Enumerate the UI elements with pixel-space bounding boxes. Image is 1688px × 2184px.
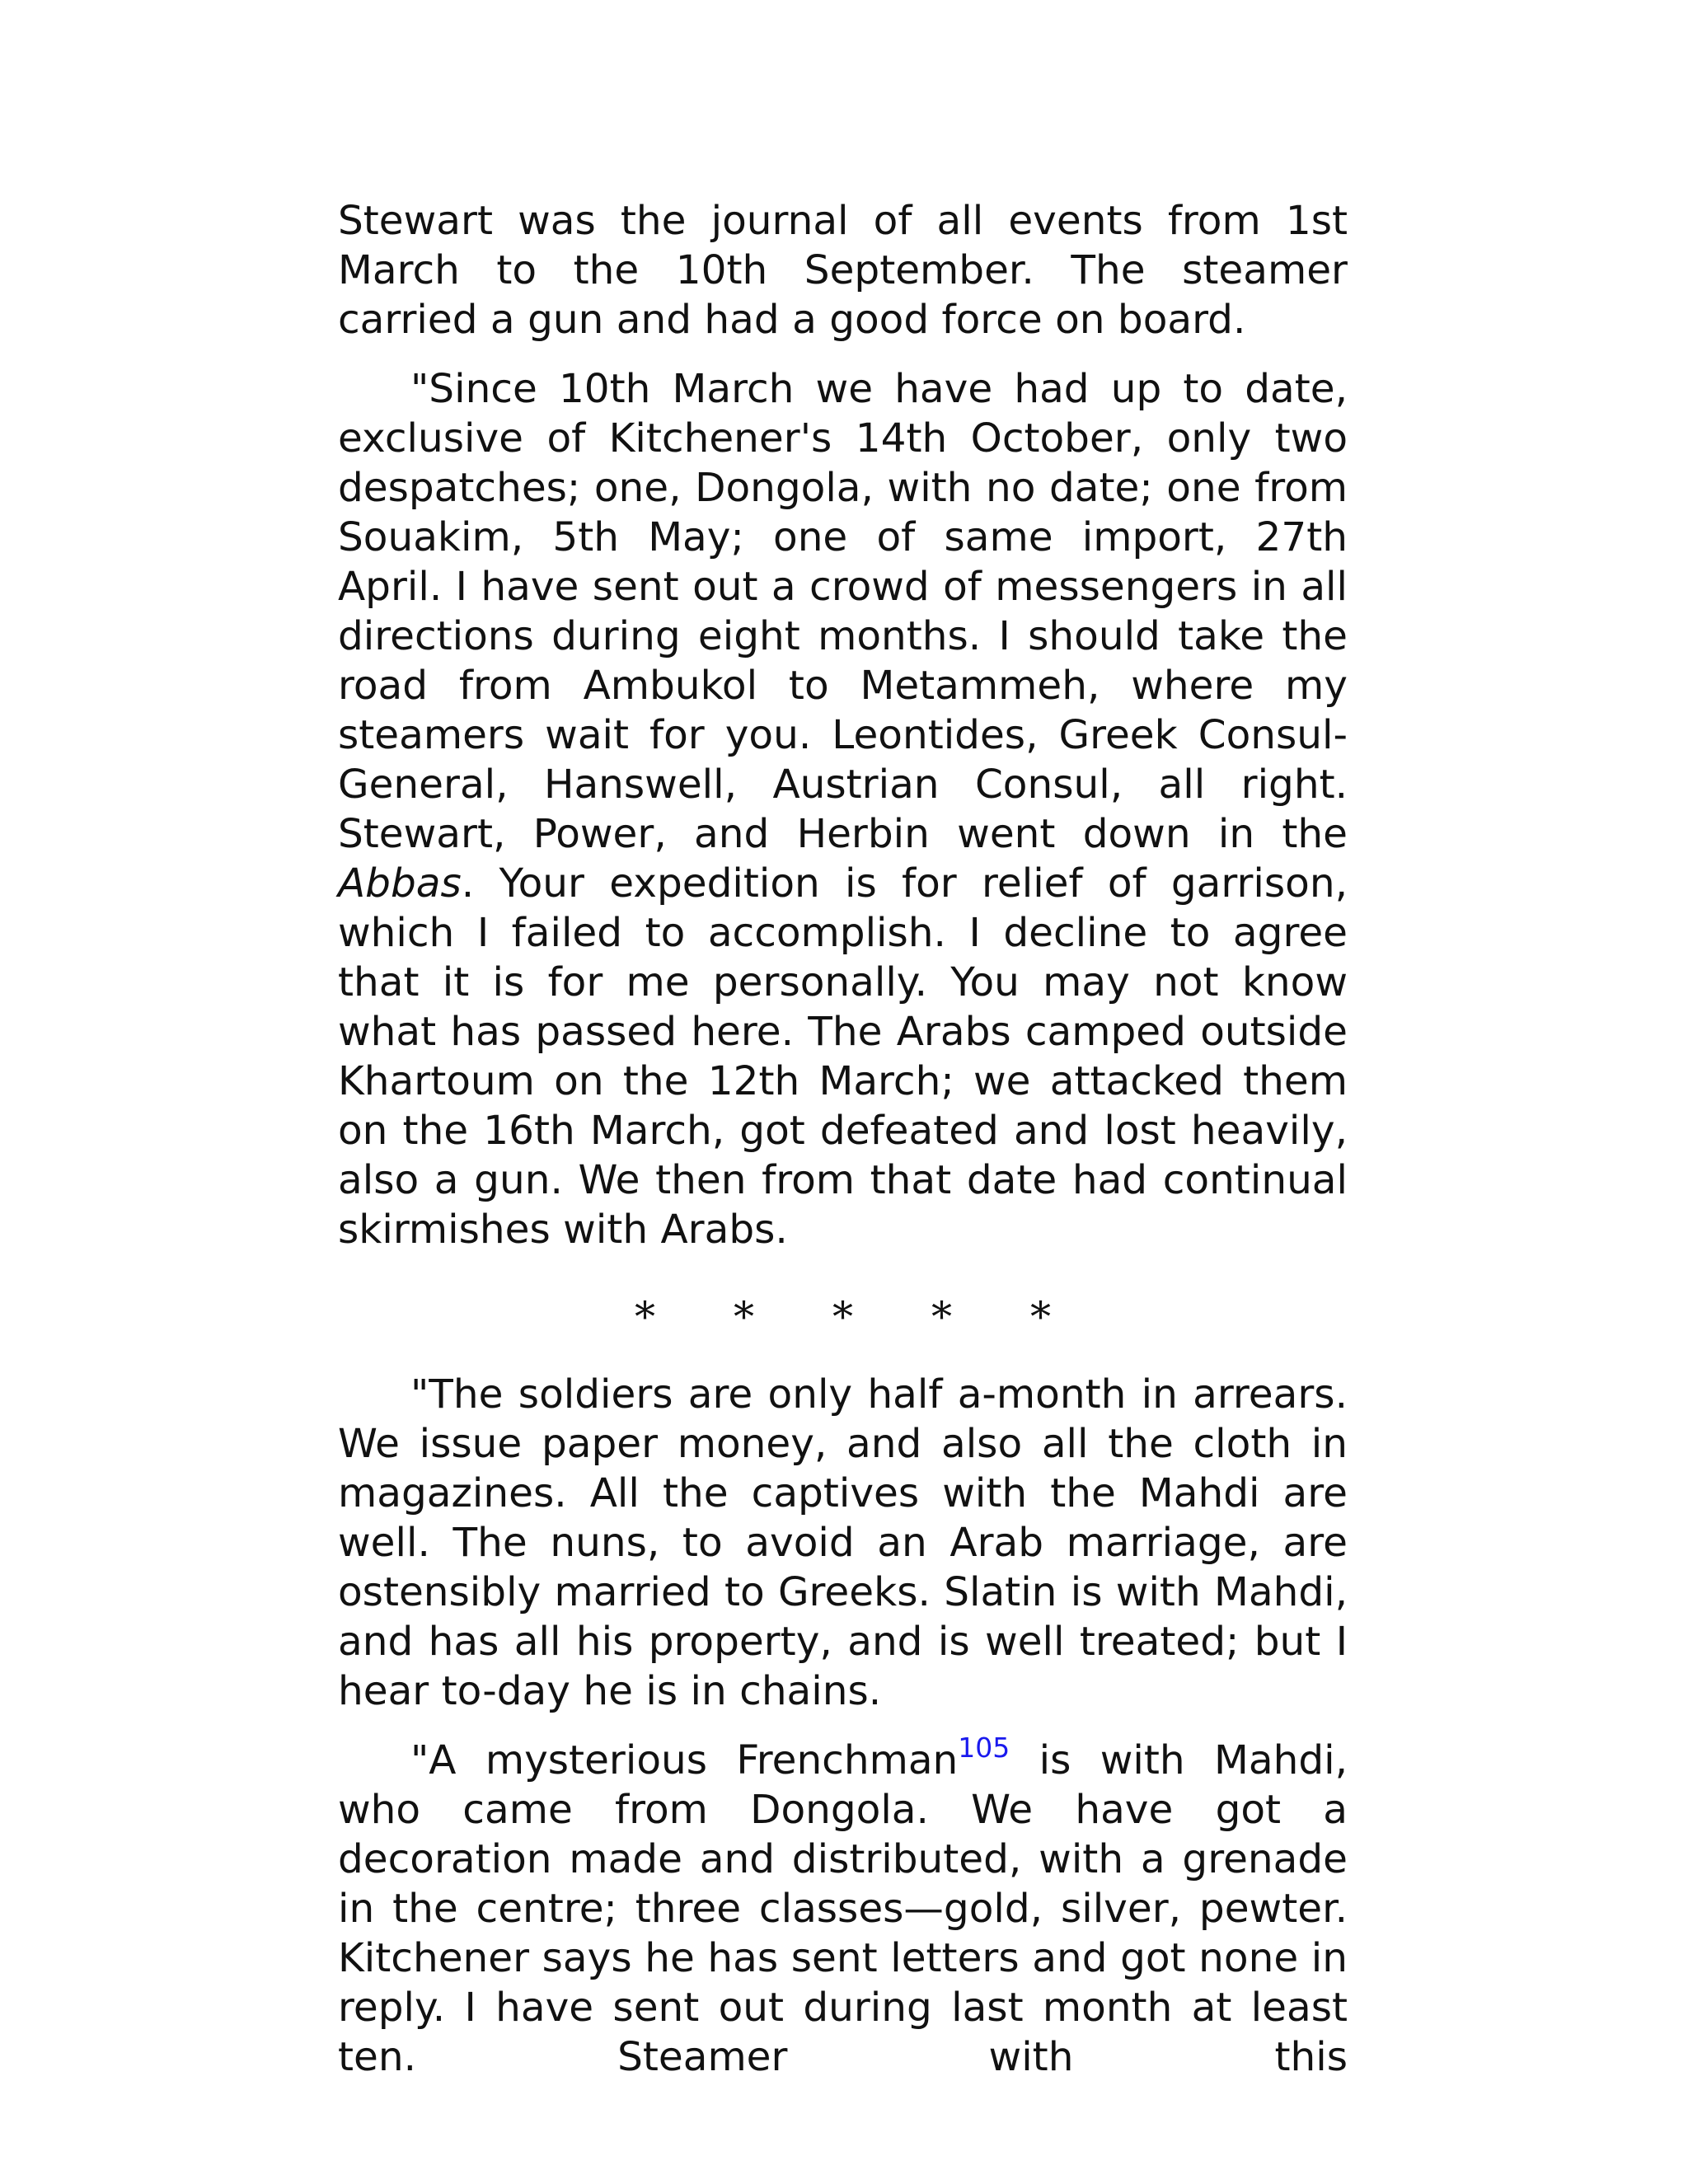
section-separator bbox=[338, 1293, 1348, 1341]
paragraph-1 bbox=[338, 196, 1348, 344]
paragraph-4-text-start: "A mysterious Frenchman bbox=[410, 1737, 959, 1783]
page-body bbox=[338, 196, 1348, 2102]
ship-name-italic: Abbas bbox=[338, 860, 462, 907]
separator-asterisk: * bbox=[734, 1293, 754, 1341]
separator-asterisk: * bbox=[931, 1293, 952, 1341]
separator-asterisk: * bbox=[1030, 1293, 1051, 1341]
paragraph-3 bbox=[338, 1370, 1348, 1716]
paragraph-2-text-end: . Your expedition is for relief of garrison, which I failed to accomplish. I decline to agree that it is for me personally. You may not know what has passed here. The Arabs camped outside Khartoum on the 12th March; we attacked them on the 16th March, got defeated and lost heavily, also a gun. We then from that date had continual skirmishes with Arabs. bbox=[338, 860, 1348, 1253]
footnote-link[interactable]: 105 bbox=[958, 1732, 1010, 1764]
paragraph-3-text: "The soldiers are only half a-month in arrears. We issue paper money, and also all the cloth in magazines. All the captives with the Mahdi are well. The nuns, to avoid an Arab marriage, are ostensibly married to Greeks. Slatin is with Mahdi, and has all his property, and is well treated; but I hear to-day he is in chains. bbox=[338, 1371, 1348, 1714]
paragraph-1-text: Stewart was the journal of all events from 1st March to the 10th September. The steamer carried a gun and had a good force on board. bbox=[338, 198, 1348, 343]
paragraph-4-text-end: is with Mahdi, who came from Dongola. We have got a decoration made and distributed, with a grenade in the centre; three classes—gold, silver, pewter. Kitchener says he has sent letters and got none in reply. I have sent out during last month at least ten. Steamer with this bbox=[338, 1737, 1348, 2080]
paragraph-2 bbox=[338, 364, 1348, 1254]
paragraph-2-text-start: "Since 10th March we have had up to date, exclusive of Kitchener's 14th October, only two despatches; one, Dongola, with no date; one from Souakim, 5th May; one of same import, 27th April. I have sent out a crowd of messengers in all directions during eight months. I should take the road from Ambukol to Metammeh, where my steamers wait for you. Leontides, Greek Consul-General, Hanswell, Austrian Consul, all right. Stewart, Power, and Herbin went down in the bbox=[338, 366, 1348, 857]
separator-asterisk: * bbox=[832, 1293, 853, 1341]
separator-asterisk: * bbox=[635, 1293, 655, 1341]
paragraph-4 bbox=[338, 1732, 1348, 2082]
